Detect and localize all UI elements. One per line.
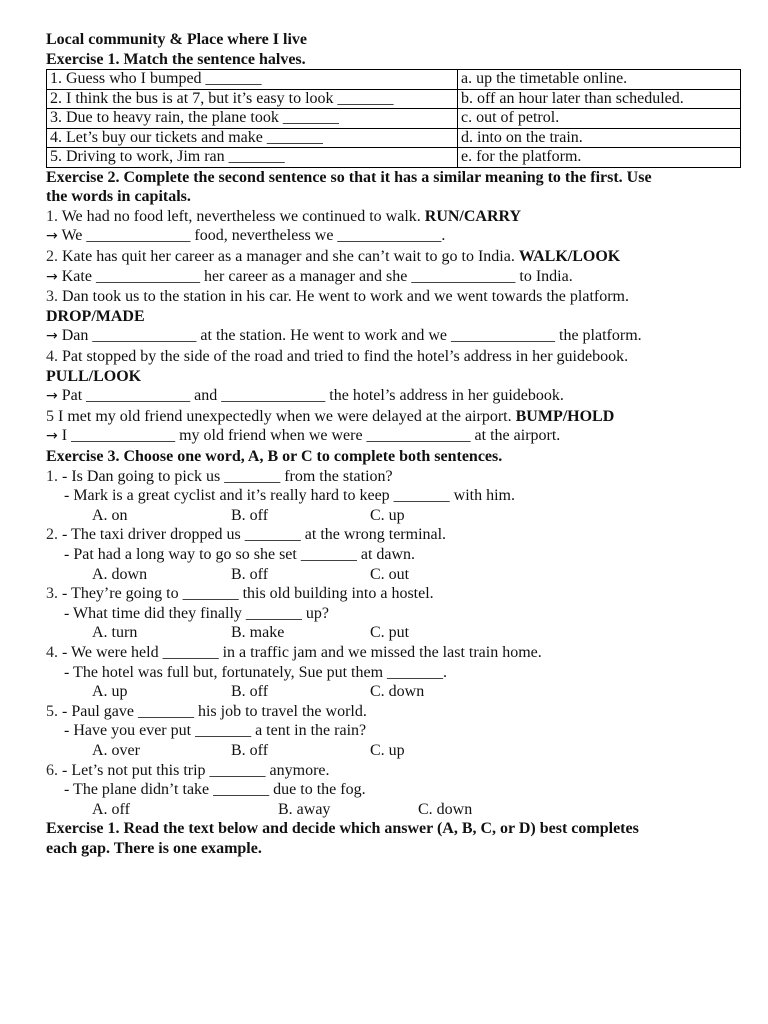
item-number: 2. [46,248,58,266]
sentence-two: - The plane didn’t take _______ due to the fog. [64,781,366,799]
arrow-icon: → [46,388,58,405]
table-row [47,148,741,168]
sentence-start: 1. Guess who I bumped _______ [47,70,458,90]
option-a: A. turn [92,624,138,642]
sentence-one: - We were held _______ in a traffic jam and we missed the last train home. [58,643,542,661]
worksheet-title: Local community & Place where I live [46,31,307,48]
sentence-end: a. up the timetable online. [458,70,741,90]
arrow-icon: → [46,428,58,445]
option-c: C. down [370,683,425,701]
sentence-start: 2. I think the bus is at 7, but it’s easy to look _______ [47,89,458,109]
answer-line: We _____________ food, nevertheless we _____________. [57,227,446,245]
capital-words: RUN/CARRY [424,207,522,225]
table-row [47,70,741,90]
exercise-4-heading-cont: each gap. There is one example. [46,839,262,857]
original-sentence: Dan took us to the station in his car. He went to work and we went towards the platform. [58,288,629,306]
sentence-one: - Is Dan going to pick us _______ from the station? [58,467,393,485]
answer-options [46,800,746,820]
option-b: B. off [231,683,269,701]
answer-options [46,682,746,702]
answer-options [46,623,746,643]
answer-line: I _____________ my old friend when we were _____________ at the airport. [57,427,561,445]
option-c: C. up [370,741,405,759]
answer-options [46,741,746,761]
sentence-two: - Mark is a great cyclist and it’s really hard to keep _______ with him. [64,487,515,505]
sentence-end: e. for the platform. [458,148,741,168]
option-b: B. away [278,800,331,818]
item-number: 4. [46,643,58,661]
answer-line: Kate _____________ her career as a manager and she _____________ to India. [57,267,573,285]
item-number: 1. [46,467,58,485]
original-sentence: Pat stopped by the side of the road and tried to find the hotel’s address in her guidebook. [58,348,629,366]
exercise-2-heading: Exercise 2. Complete the second sentence so that it has a similar meaning to the first. Use [46,168,652,186]
capital-words: BUMP/HOLD [515,407,615,425]
table-row [47,128,741,148]
table-row [47,89,741,109]
table-row [47,109,741,129]
sentence-two: - Have you ever put _______ a tent in the rain? [64,722,367,740]
item-number: 1. [46,207,58,225]
sentence-one: - Let’s not put this trip _______ anymore. [58,761,330,779]
original-sentence: Kate has quit her career as a manager and she can’t wait to go to India. [58,248,519,266]
choice-item [46,525,746,545]
option-b: B. off [231,741,269,759]
rewrite-item [46,287,746,307]
capital-words: DROP/MADE [46,307,145,325]
exercise-2-heading-cont: the words in capitals. [46,188,191,206]
rewrite-answer [46,326,746,347]
option-c: C. up [370,506,405,524]
rewrite-answer [46,226,746,247]
item-number: 2. [46,526,58,544]
sentence-one: - They’re going to _______ this old building into a hostel. [58,585,434,603]
sentence-two: - What time did they finally _______ up? [64,604,329,622]
sentence-end: c. out of petrol. [458,109,741,129]
choice-item [46,702,746,722]
rewrite-answer [46,386,746,407]
arrow-icon: → [46,268,58,285]
item-number: 4. [46,348,58,366]
sentence-start: 5. Driving to work, Jim ran _______ [47,148,458,168]
sentence-two: - Pat had a long way to go so she set _______ at dawn. [64,545,416,563]
sentence-one: - Paul gave _______ his job to travel the world. [58,702,367,720]
sentence-start: 4. Let’s buy our tickets and make _______ [47,128,458,148]
item-number: 6. [46,761,58,779]
capital-words: WALK/LOOK [518,248,621,266]
option-a: A. on [92,506,128,524]
option-b: B. off [231,506,269,524]
capital-words: PULL/LOOK [46,367,142,385]
answer-line: Pat _____________ and _____________ the hotel’s address in her guidebook. [57,387,564,405]
rewrite-answer [46,267,746,288]
option-b: B. off [231,565,269,583]
item-number: 3. [46,288,58,306]
answer-line: Dan _____________ at the station. He went to work and we _____________ the platform. [57,327,642,345]
option-a: A. down [92,565,148,583]
rewrite-answer [46,426,746,447]
item-number: 5. [46,702,58,720]
answer-options [46,565,746,585]
rewrite-item [46,247,746,267]
sentence-start: 3. Due to heavy rain, the plane took _______ [47,109,458,129]
matching-table [46,69,741,168]
sentence-end: b. off an hour later than scheduled. [458,89,741,109]
item-number: 5 [46,407,54,425]
option-a: A. over [92,741,140,759]
arrow-icon: → [46,328,58,345]
exercise-1-heading: Exercise 1. Match the sentence halves. [46,50,306,68]
rewrite-item [46,407,746,427]
option-c: C. out [370,565,410,583]
option-a: A. up [92,683,128,701]
sentence-end: d. into on the train. [458,128,741,148]
option-c: C. put [370,624,410,642]
choice-item [46,467,746,487]
option-c: C. down [418,800,473,818]
worksheet [46,30,746,858]
sentence-one: - The taxi driver dropped us _______ at the wrong terminal. [58,526,447,544]
original-sentence: We had no food left, nevertheless we continued to walk. [58,207,425,225]
choice-item [46,761,746,781]
item-number: 3. [46,585,58,603]
option-a: A. off [92,800,130,818]
rewrite-item [46,347,746,367]
arrow-icon: → [46,228,58,245]
choice-item [46,643,746,663]
exercise-3-heading: Exercise 3. Choose one word, A, B or C to complete both sentences. [46,448,503,465]
sentence-two: - The hotel was full but, fortunately, Sue put them _______. [64,663,448,681]
rewrite-item [46,207,746,227]
exercise-4-heading: Exercise 1. Read the text below and decide which answer (A, B, C, or D) best completes [46,820,639,838]
choice-item [46,584,746,604]
original-sentence: I met my old friend unexpectedly when we were delayed at the airport. [54,407,516,425]
answer-options [46,506,746,526]
option-b: B. make [231,624,285,642]
